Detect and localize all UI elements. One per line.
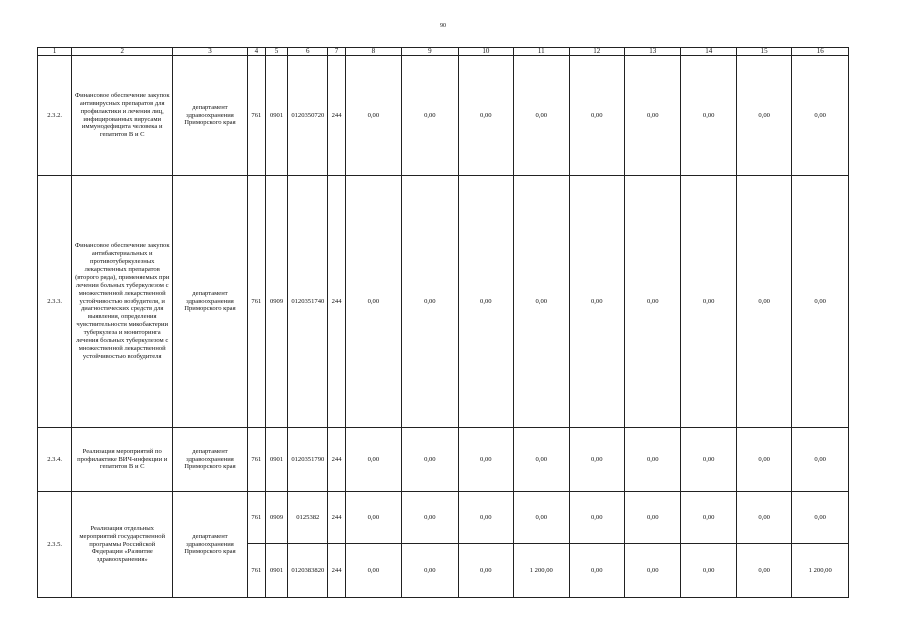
amount-cell: 0,00 [402,428,458,492]
code-cell: 244 [328,176,345,428]
amount-cell: 0,00 [569,544,624,598]
code-cell: 244 [328,544,345,598]
column-number-cell: 16 [792,48,849,56]
column-number-cell: 4 [247,48,265,56]
code-cell: 0909 [265,492,287,544]
amount-cell: 0,00 [345,176,401,428]
table-row [38,492,849,544]
amount-cell: 0,00 [681,176,736,428]
amount-cell: 0,00 [458,428,513,492]
code-cell: 761 [247,428,265,492]
amount-cell: 0,00 [345,492,401,544]
row-number-cell: 2.3.5. [38,492,72,598]
column-number-cell: 14 [681,48,736,56]
column-number-cell: 13 [624,48,680,56]
amount-cell: 0,00 [681,544,736,598]
code-cell: 0120383820 [288,544,328,598]
column-number-cell: 11 [514,48,569,56]
amount-cell: 0,00 [402,544,458,598]
code-cell: 761 [247,544,265,598]
executor-cell: департамент здравоохранения Приморского края [173,56,248,176]
column-number-cell: 12 [569,48,624,56]
amount-cell: 0,00 [458,492,513,544]
activity-name-cell: Финансовое обеспечение закупок антивирусных препаратов для профилактики и лечения лиц, инфицированных вирусами иммунодефицита человека и гепатитов В и С [72,56,173,176]
column-number-cell: 15 [736,48,791,56]
amount-cell: 0,00 [345,544,401,598]
table-row [38,176,849,428]
code-cell: 0901 [265,428,287,492]
amount-cell: 1 200,00 [792,544,849,598]
amount-cell: 0,00 [681,428,736,492]
amount-cell: 0,00 [681,492,736,544]
code-cell: 0909 [265,176,287,428]
column-number-cell: 8 [345,48,401,56]
amount-cell: 0,00 [569,428,624,492]
amount-cell: 0,00 [569,492,624,544]
column-number-cell: 10 [458,48,513,56]
amount-cell: 0,00 [402,56,458,176]
amount-cell: 0,00 [345,428,401,492]
amount-cell: 0,00 [736,492,791,544]
amount-cell: 0,00 [514,492,569,544]
executor-cell: департамент здравоохранения Приморского края [173,492,248,598]
code-cell: 244 [328,428,345,492]
amount-cell: 0,00 [624,492,680,544]
executor-cell: департамент здравоохранения Приморского края [173,428,248,492]
code-cell: 761 [247,176,265,428]
code-cell: 244 [328,56,345,176]
row-number-cell: 2.3.4. [38,428,72,492]
activity-name-cell: Реализация мероприятий по профилактике ВИЧ-инфекции и гепатитов В и С [72,428,173,492]
amount-cell: 0,00 [402,176,458,428]
amount-cell: 0,00 [514,428,569,492]
row-number-cell: 2.3.3. [38,176,72,428]
amount-cell: 0,00 [458,544,513,598]
amount-cell: 0,00 [624,428,680,492]
amount-cell: 1 200,00 [514,544,569,598]
amount-cell: 0,00 [681,56,736,176]
code-cell: 0120350720 [288,56,328,176]
page-number: 90 [440,23,446,29]
amount-cell: 0,00 [736,428,791,492]
column-number-row [38,48,849,56]
amount-cell: 0,00 [792,492,849,544]
amount-cell: 0,00 [736,176,791,428]
activity-name-cell: Финансовое обеспечение закупок антибактериальных и противотуберкулезных лекарственных препаратов (второго ряда), применяемых при лечении больных туберкулезом с множественной лекарственной устойчивостью возбудителя, и диагностических средств для выявления, определения чувствительности микобактерии туберкулеза и мониторинга лечения больных туберкулезом с множественной лекарственной устойчивостью возбудителя [72,176,173,428]
column-number-cell: 3 [173,48,248,56]
amount-cell: 0,00 [736,56,791,176]
column-number-cell: 6 [288,48,328,56]
column-number-cell: 9 [402,48,458,56]
table-row [38,56,849,176]
amount-cell: 0,00 [736,544,791,598]
activity-name-cell: Реализация отдельных мероприятий государственной программы Российской Федерации «Развитие здравоохранения» [72,492,173,598]
code-cell: 0901 [265,544,287,598]
amount-cell: 0,00 [402,492,458,544]
column-number-cell: 7 [328,48,345,56]
code-cell: 0120351740 [288,176,328,428]
amount-cell: 0,00 [624,176,680,428]
code-cell: 0901 [265,56,287,176]
amount-cell: 0,00 [458,176,513,428]
amount-cell: 0,00 [792,176,849,428]
amount-cell: 0,00 [792,56,849,176]
table-row [38,428,849,492]
code-cell: 0125382 [288,492,328,544]
amount-cell: 0,00 [624,56,680,176]
amount-cell: 0,00 [458,56,513,176]
amount-cell: 0,00 [624,544,680,598]
column-number-cell: 1 [38,48,72,56]
column-number-cell: 2 [72,48,173,56]
code-cell: 0120351790 [288,428,328,492]
budget-table [37,47,849,598]
code-cell: 761 [247,492,265,544]
row-number-cell: 2.3.2. [38,56,72,176]
executor-cell: департамент здравоохранения Приморского края [173,176,248,428]
amount-cell: 0,00 [514,56,569,176]
code-cell: 761 [247,56,265,176]
amount-cell: 0,00 [345,56,401,176]
amount-cell: 0,00 [514,176,569,428]
amount-cell: 0,00 [569,176,624,428]
code-cell: 244 [328,492,345,544]
column-number-cell: 5 [265,48,287,56]
amount-cell: 0,00 [792,428,849,492]
amount-cell: 0,00 [569,56,624,176]
